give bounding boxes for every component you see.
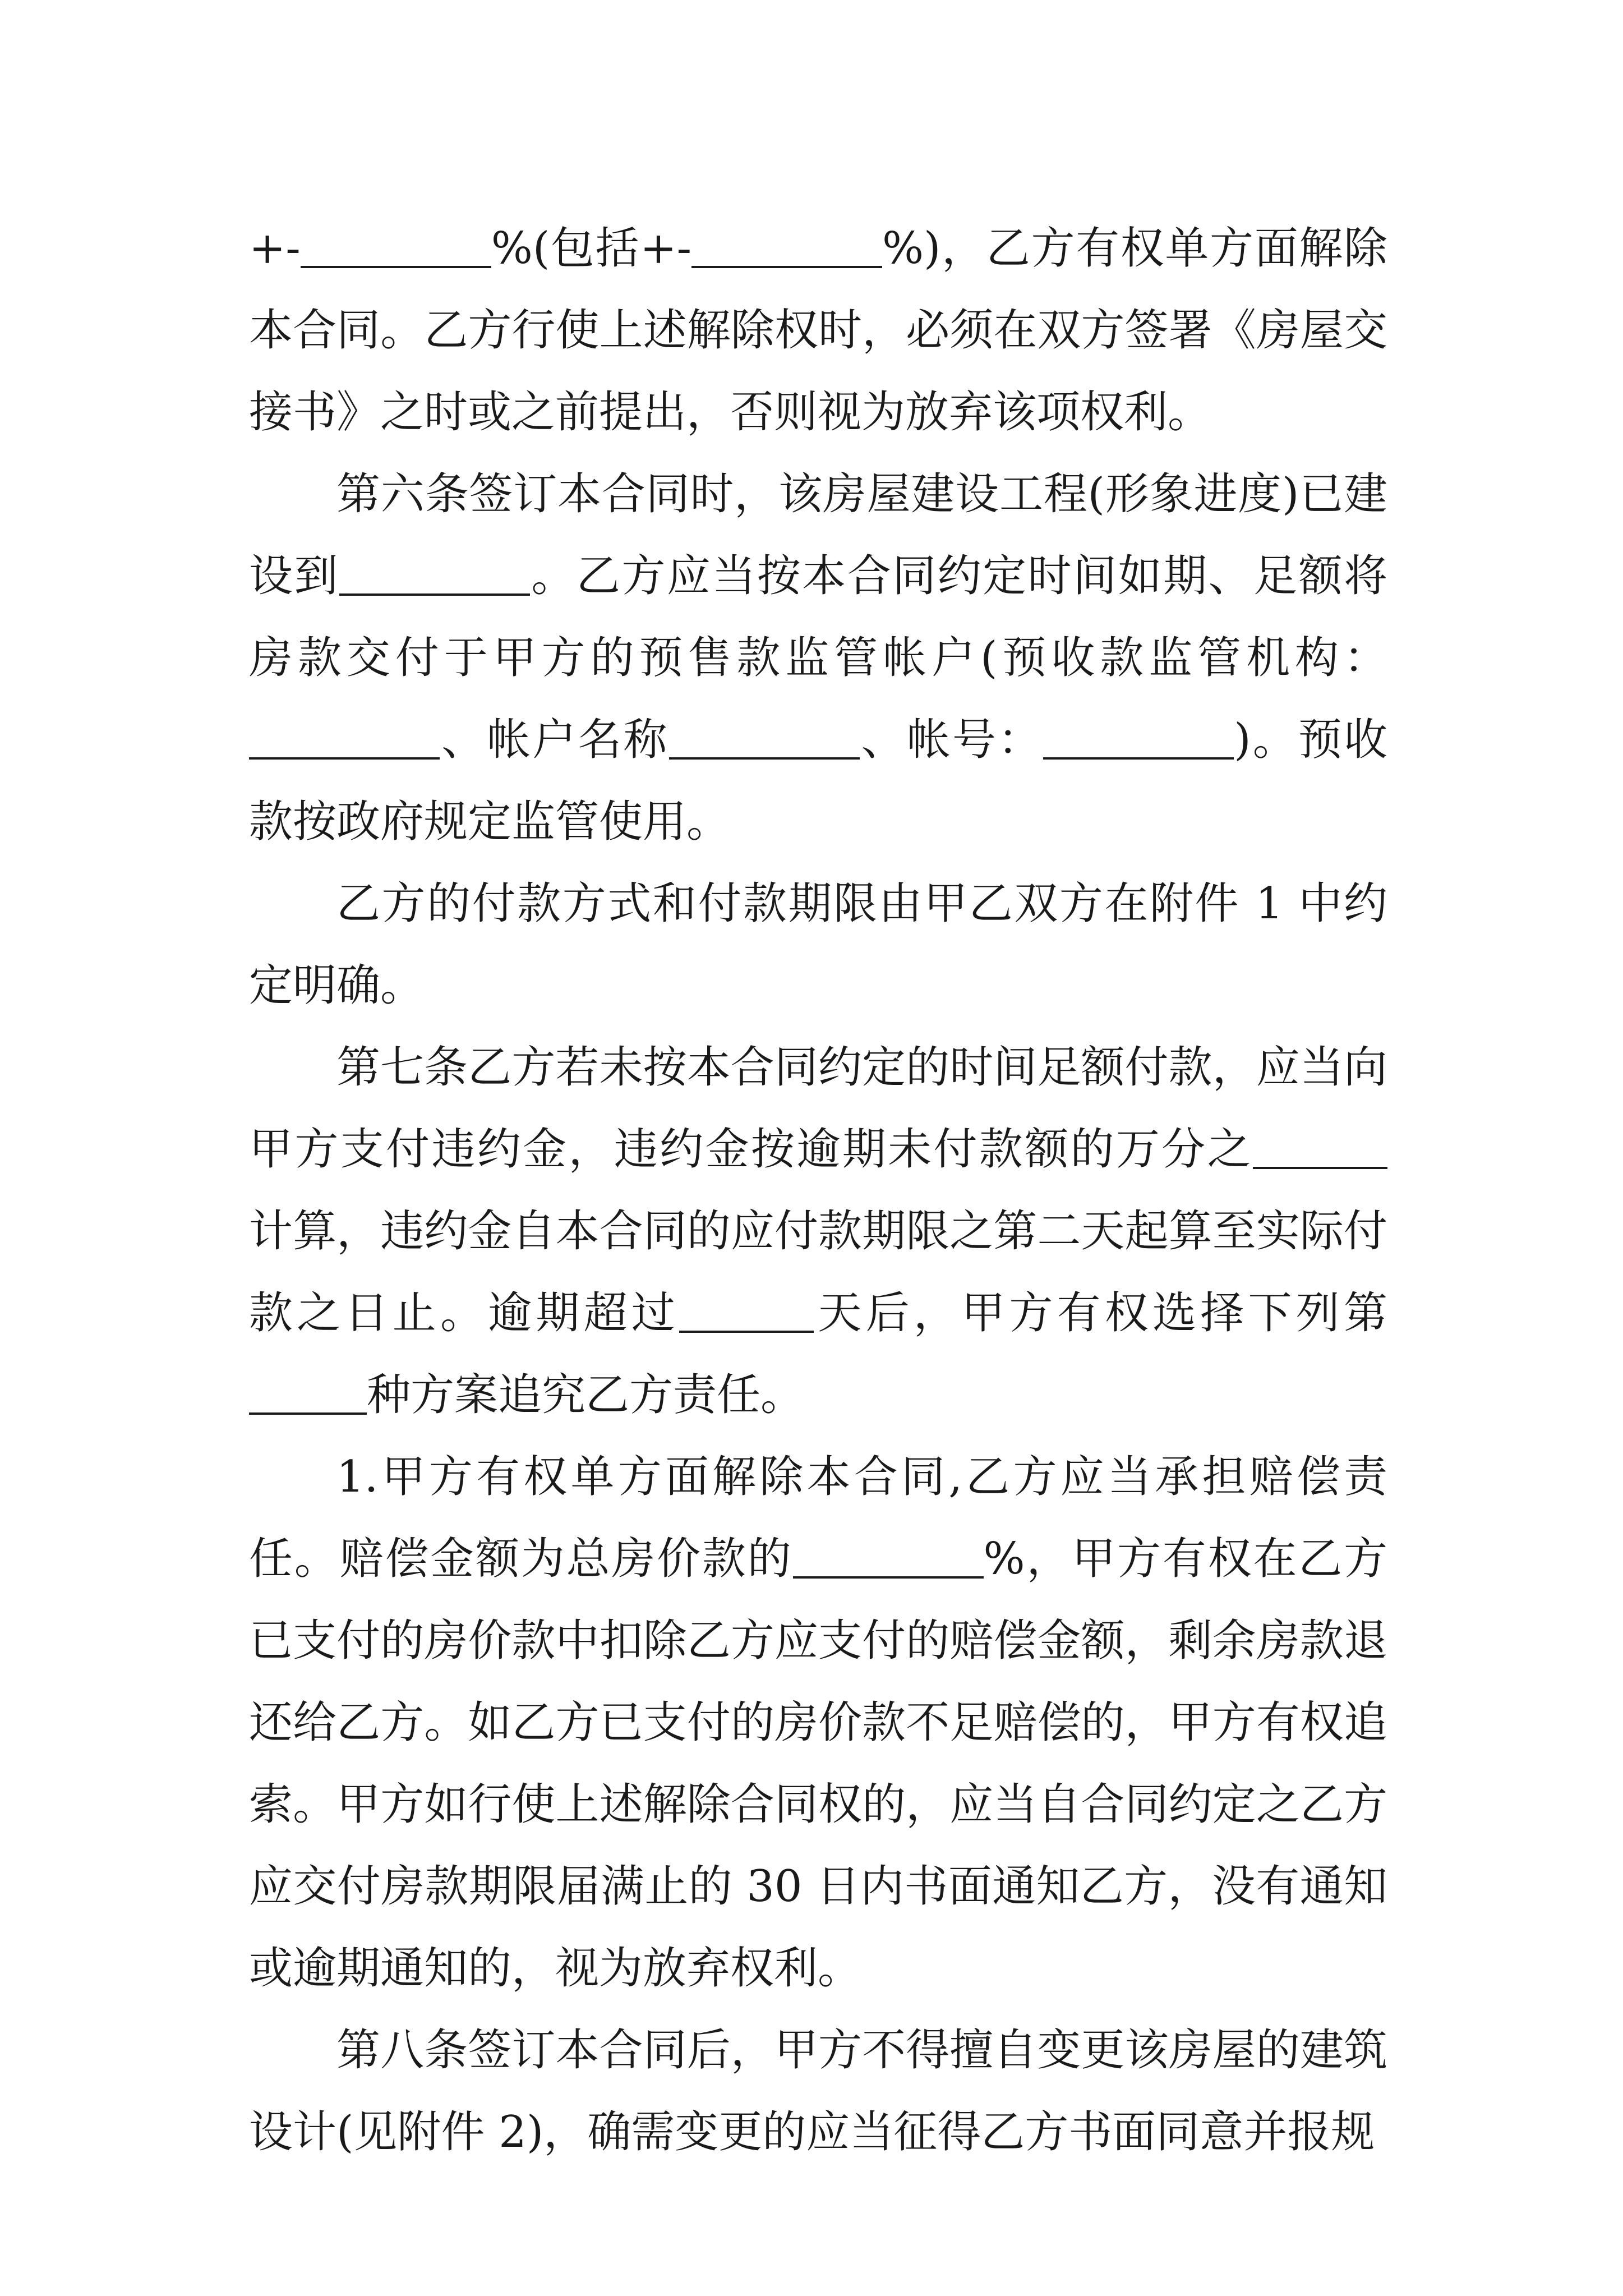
paragraph-text: 、帐户名称: [440, 715, 669, 765]
paragraph-text: %，甲方有权在乙方已支付的房价款中扣除乙方应支付的赔偿金额，剩余房款退还给乙方。如乙方已支付的房价款不足赔偿的，甲方有权追索。甲方如行使上述解除合同权的，应当自合同约定之乙方应交付房款期限届满止的 30 日内书面通知乙方，没有通知或逾期通知的，视为放弃权利。: [249, 1534, 1387, 1994]
paragraph-p4: [249, 1027, 1387, 1436]
fill-in-blank: [249, 716, 440, 760]
paragraph-text: 第七条乙方若未按本合同约定的时间足额付款，应当向甲方支付违约金，违约金按逾期未付款额的万分之: [249, 1042, 1387, 1175]
fill-in-blank: [691, 224, 882, 268]
paragraph-text: %(包括+-: [491, 223, 691, 274]
paragraph-text: 计算，违约金自本合同的应付款期限之第二天起算至实际付款之日止。逾期超过: [249, 1206, 1387, 1338]
paragraph-text: +-: [249, 223, 301, 274]
fill-in-blank: [669, 716, 860, 760]
paragraph-text: 1.甲方有权单方面解除本合同,乙方应当承担赔偿责任。赔偿金额为总房价款的: [249, 1452, 1387, 1584]
fill-in-blank: [339, 552, 530, 596]
paragraph-text: 第六条签订本合同时，该房屋建设工程(形象进度)已建设到: [249, 469, 1387, 601]
paragraph-p3: [249, 863, 1387, 1027]
paragraph-text: 第八条签订本合同后，甲方不得擅自变更该房屋的建筑设计(见附件 2)，确需变更的应当征得乙方书面同意并报规: [249, 2025, 1387, 2157]
fill-in-blank: [679, 1289, 814, 1333]
paragraph-text: 种方案追究乙方责任。: [367, 1370, 805, 1420]
paragraph-text: 。乙方应当按本合同约定时间如期、足额将房款交付于甲方的预售款监管帐户(预收款监管机构：: [249, 551, 1387, 683]
paragraph-text: 、帐号：: [859, 715, 1044, 765]
paragraph-p1: [249, 208, 1387, 453]
fill-in-blank: [1043, 716, 1234, 760]
paragraph-text: 天后，甲方有权选择下列第: [814, 1288, 1387, 1338]
paragraph-p5: [249, 1436, 1387, 2009]
fill-in-blank: [793, 1535, 984, 1579]
paragraph-p6: [249, 2009, 1387, 2173]
fill-in-blank: [1253, 1125, 1387, 1169]
paragraph-p2: [249, 453, 1387, 863]
paragraph-text: )。预收款按政府规定监管使用。: [249, 715, 1387, 847]
fill-in-blank: [249, 1371, 367, 1415]
paragraph-text: 乙方的付款方式和付款期限由甲乙双方在附件 1 中约定明确。: [249, 878, 1387, 1011]
paragraph-text: %)，乙方有权单方面解除本合同。乙方行使上述解除权时，必须在双方签署《房屋交接书》之时或之前提出，否则视为放弃该项权利。: [249, 223, 1387, 438]
fill-in-blank: [301, 224, 491, 268]
document-page: [249, 208, 1387, 2173]
